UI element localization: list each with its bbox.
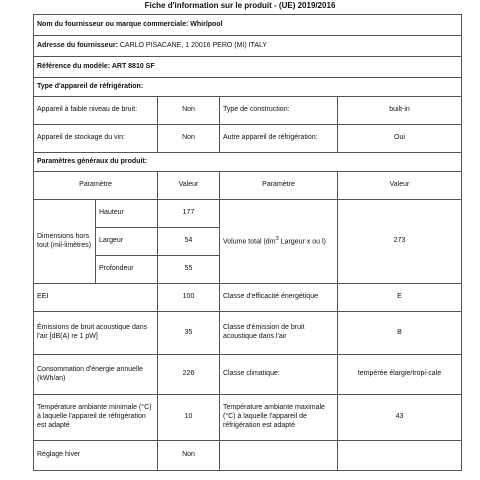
supplier-name-value: Whirlpool — [190, 20, 223, 28]
dimension-label: Largeur — [96, 228, 158, 256]
param-row — [34, 284, 462, 312]
type-section-heading-row — [34, 78, 462, 97]
params-heading: Paramètres généraux du produit: — [34, 153, 462, 172]
param-column-header: Paramètre — [220, 172, 338, 200]
dimension-row — [34, 200, 462, 228]
dimension-value: 177 — [158, 200, 220, 228]
param-left-value: 226 — [158, 355, 220, 395]
dimension-value: 54 — [158, 228, 220, 256]
param-left-value: 100 — [158, 284, 220, 312]
document-title: Fiche d'information sur le produit - (UE) 2019/2016 — [144, 1, 336, 10]
value-column-header: Valeur — [158, 172, 220, 200]
dimension-value: 55 — [158, 256, 220, 284]
param-row — [34, 441, 462, 471]
param-left-value: Non — [158, 441, 220, 471]
type-row — [34, 97, 462, 125]
type-left-label: Appareil à faible niveau de bruit: — [34, 97, 158, 125]
type-left-label: Appareil de stockage du vin: — [34, 125, 158, 153]
supplier-address-label: Adresse du fournisseur: — [37, 41, 118, 49]
param-right-value: 43 — [338, 395, 462, 441]
supplier-address-row — [34, 36, 462, 57]
param-right-label: Classe climatique: — [220, 355, 338, 395]
params-heading-row — [34, 153, 462, 172]
type-right-value: Oui — [338, 125, 462, 153]
dimensions-label: Dimensions hors tout (mil-limètres) — [34, 200, 96, 284]
volume-label — [220, 200, 338, 284]
param-left-value: 10 — [158, 395, 220, 441]
param-right-label: Température ambiante maximale (°C) à laquelle l'appareil de réfrigération est adapté — [220, 395, 338, 441]
param-left-label: Émissions de bruit acoustique dans l'air [dB(A) re 1 pW] — [34, 312, 158, 355]
dimension-label: Profondeur — [96, 256, 158, 284]
product-info-table — [33, 14, 462, 471]
param-right-label: Classe d'émission de bruit acoustique dans l'air — [220, 312, 338, 355]
param-row — [34, 395, 462, 441]
param-right-value: E — [338, 284, 462, 312]
type-row — [34, 125, 462, 153]
type-right-value: built-in — [338, 97, 462, 125]
volume-value: 273 — [338, 200, 462, 284]
supplier-address-value: CARLO PISACANE, 1 20016 PERO (MI) ITALY — [119, 41, 268, 49]
param-right-label — [220, 441, 338, 471]
type-right-label: Autre appareil de réfrigération: — [220, 125, 338, 153]
type-left-value: Non — [158, 97, 220, 125]
type-section-heading: Type d'appareil de réfrigération: — [34, 78, 462, 97]
model-ref-value: ART 8810 SF — [111, 62, 155, 70]
param-right-value: tempérée élargie/tropi-cale — [338, 355, 462, 395]
type-left-value: Non — [158, 125, 220, 153]
supplier-name-row — [34, 15, 462, 36]
dimension-label: Hauteur — [96, 200, 158, 228]
supplier-name-label: Nom du fournisseur ou marque commerciale: — [37, 20, 189, 28]
param-right-value: B — [338, 312, 462, 355]
param-row — [34, 312, 462, 355]
param-left-label: Réglage hiver — [34, 441, 158, 471]
value-column-header: Valeur — [338, 172, 462, 200]
volume-label-text: Volume total (dm — [223, 238, 276, 246]
model-ref-row — [34, 57, 462, 78]
model-ref-label: Référence du modèle: — [37, 62, 111, 70]
param-left-label: Température ambiante minimale (°C) à laquelle l'appareil de réfrigération est adapté — [34, 395, 158, 441]
type-right-label: Type de construction: — [220, 97, 338, 125]
param-left-label: Consommation d'énergie annuelle (kWh/an) — [34, 355, 158, 395]
param-right-value — [338, 441, 462, 471]
volume-label-sup: 3 — [275, 235, 279, 242]
param-left-label: EEI — [34, 284, 158, 312]
volume-label-text: Largeur x ou l) — [278, 238, 326, 246]
params-column-header-row — [34, 172, 462, 200]
param-row — [34, 355, 462, 395]
param-left-value: 35 — [158, 312, 220, 355]
param-right-label: Classe d'efficacité énergétique — [220, 284, 338, 312]
param-column-header: Paramètre — [34, 172, 158, 200]
